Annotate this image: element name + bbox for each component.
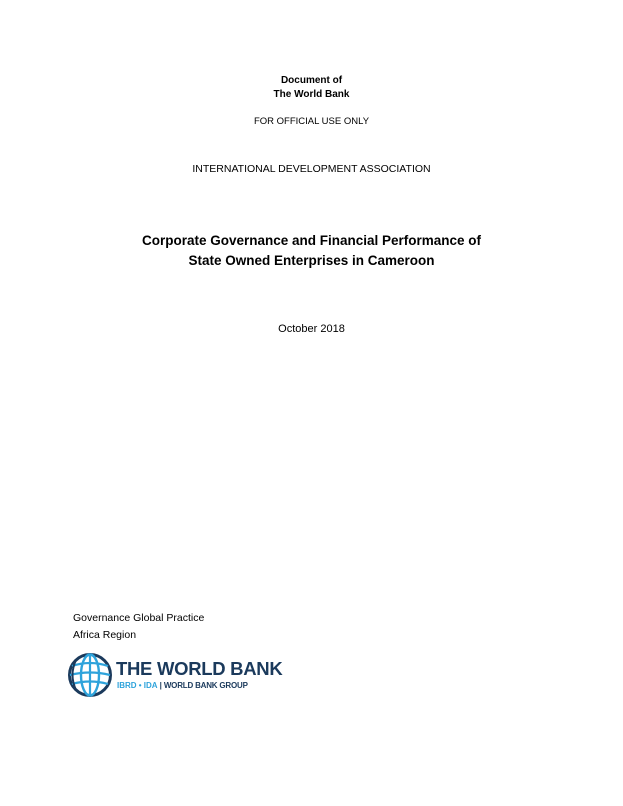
tagline-separator: | [159, 681, 162, 690]
document-title-line-2: State Owned Enterprises in Cameroon [188, 253, 435, 268]
organization-label: INTERNATIONAL DEVELOPMENT ASSOCIATION [192, 163, 431, 175]
world-bank-globe-icon [67, 652, 113, 698]
practice-info [73, 610, 204, 644]
world-bank-group-label: WORLD BANK GROUP [163, 681, 248, 690]
practice-label: Governance Global Practice [73, 612, 205, 624]
ibrd-ida-label: IBRD • IDA [117, 681, 158, 690]
document-title [0, 231, 623, 271]
world-bank-logo [67, 652, 287, 700]
document-of-line: Document of [280, 75, 343, 86]
world-bank-wordmark: THE WORLD BANK [116, 658, 283, 679]
document-title-line-1: Corporate Governance and Financial Performance of [141, 233, 482, 248]
document-of-header [0, 74, 623, 102]
region-label: Africa Region [73, 629, 137, 641]
document-date: October 2018 [278, 323, 345, 335]
the-world-bank-line: The World Bank [273, 89, 350, 100]
classification-label: FOR OFFICIAL USE ONLY [253, 116, 370, 127]
world-bank-tagline [117, 680, 248, 691]
